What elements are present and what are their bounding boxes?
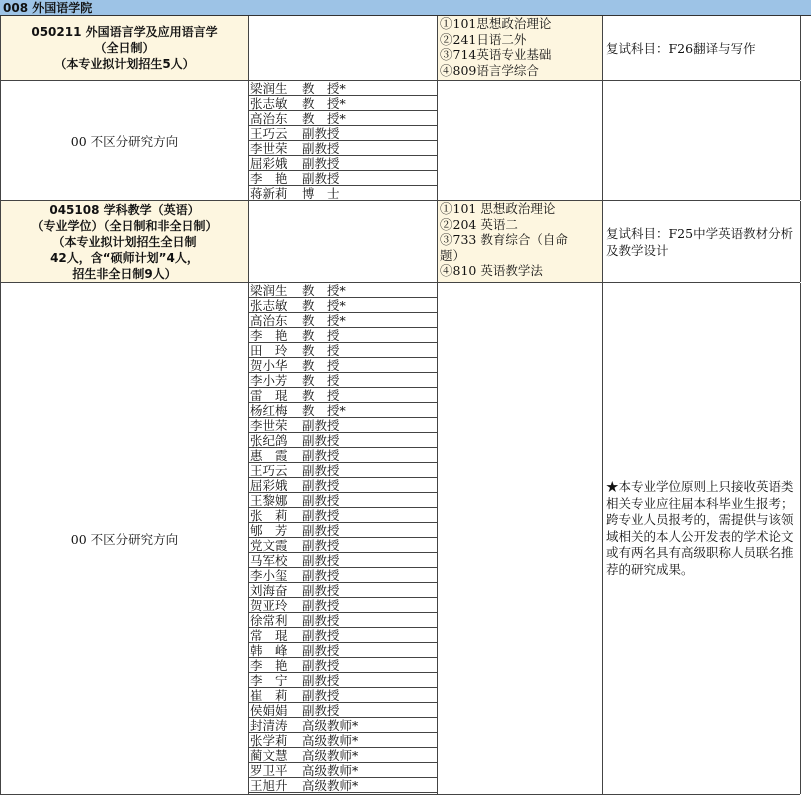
faculty-name: 田 玲 — [250, 343, 288, 358]
faculty-name: 蒋新莉 — [250, 186, 288, 201]
faculty-name: 李小芳 — [250, 373, 288, 388]
faculty-title: 副教授 — [302, 538, 340, 553]
faculty-name: 党文霞 — [250, 538, 288, 553]
retest-subject: 复试科目：F26翻译与写作 — [606, 40, 756, 56]
major-row — [0, 16, 800, 81]
retest-cell — [603, 16, 801, 80]
faculty-name: 张学莉 — [250, 733, 288, 748]
faculty-member — [249, 126, 437, 141]
faculty-name: 雷 琨 — [250, 388, 288, 403]
faculty-name: 李 艳 — [250, 171, 288, 186]
faculty-title: 副教授 — [302, 141, 340, 156]
faculty-title: 副教授 — [302, 478, 340, 493]
faculty-member — [249, 343, 437, 358]
faculty-cell-empty — [249, 201, 438, 282]
faculty-title: 副教授 — [302, 703, 340, 718]
faculty-member — [249, 553, 437, 568]
faculty-member — [249, 283, 437, 298]
exam-item: ④809语言学综合 — [440, 62, 539, 78]
faculty-title: 教 授* — [302, 81, 346, 96]
faculty-member — [249, 583, 437, 598]
faculty-member — [249, 81, 437, 96]
faculty-title: 副教授 — [302, 126, 340, 141]
major-row — [0, 201, 800, 283]
faculty-name: 杨红梅 — [250, 403, 288, 418]
retest-cell — [603, 201, 801, 282]
faculty-name: 李 宁 — [250, 673, 288, 688]
major-cell — [1, 16, 249, 80]
faculty-name: 王巧云 — [250, 126, 288, 141]
faculty-member — [249, 778, 437, 793]
faculty-member — [249, 673, 437, 688]
faculty-member — [249, 748, 437, 763]
faculty-name: 郇 芳 — [250, 523, 288, 538]
faculty-title: 副教授 — [302, 673, 340, 688]
faculty-title: 副教授 — [302, 433, 340, 448]
faculty-member — [249, 523, 437, 538]
faculty-title: 教 授 — [302, 373, 340, 388]
faculty-title: 副教授 — [302, 553, 340, 568]
faculty-title: 副教授 — [302, 448, 340, 463]
faculty-title: 教 授 — [302, 343, 340, 358]
major-cell — [1, 201, 249, 282]
faculty-member — [249, 493, 437, 508]
faculty-name: 屈彩娥 — [250, 156, 288, 171]
faculty-title: 副教授 — [302, 598, 340, 613]
faculty-name: 韩 峰 — [250, 643, 288, 658]
major-line: 045108 学科教学（英语） — [49, 202, 200, 217]
faculty-title: 教 授* — [302, 96, 346, 111]
faculty-title: 副教授 — [302, 463, 340, 478]
direction-row — [0, 283, 800, 795]
faculty-name: 李 艳 — [250, 328, 288, 343]
research-direction: 00 不区分研究方向 — [70, 531, 179, 547]
faculty-name: 高治东 — [250, 111, 288, 126]
faculty-title: 教 授* — [302, 403, 346, 418]
faculty-member — [249, 628, 437, 643]
major-line: （专业学位）（全日制和非全日制） — [31, 218, 218, 233]
faculty-member — [249, 643, 437, 658]
faculty-member — [249, 538, 437, 553]
faculty-title: 副教授 — [302, 688, 340, 703]
exam-item: ③714英语专业基础 — [440, 47, 552, 62]
faculty-name: 王旭升 — [250, 778, 288, 793]
college-header: 008 外国语学院 — [0, 0, 811, 16]
faculty-member — [249, 418, 437, 433]
faculty-member — [249, 403, 437, 418]
faculty-member — [249, 388, 437, 403]
faculty-name: 李世荣 — [250, 141, 288, 156]
faculty-title: 教 授 — [302, 358, 340, 373]
exam-item: ③733 教育综合（自命 — [440, 232, 568, 247]
major-line: 050211 外国语言学及应用语言学 — [31, 25, 218, 39]
faculty-title: 副教授 — [302, 613, 340, 628]
research-direction: 00 不区分研究方向 — [70, 133, 179, 149]
faculty-title: 副教授 — [302, 523, 340, 538]
faculty-title: 副教授 — [302, 156, 340, 171]
faculty-title: 副教授 — [302, 508, 340, 523]
faculty-title: 副教授 — [302, 171, 340, 186]
faculty-title: 教 授 — [302, 388, 340, 403]
faculty-member — [249, 313, 437, 328]
faculty-title: 博 士 — [302, 186, 340, 201]
faculty-name: 徐常利 — [250, 613, 288, 628]
faculty-title: 高级教师* — [302, 718, 359, 733]
direction-row — [0, 81, 800, 201]
admission-note: ★本专业学位原则上只接收英语类相关专业应往届本科毕业生报考；跨专业人员报考的，需提供与该领域相关的本人公开发表的学术论文或有两名具有高级职称人员联名推荐的研究成果。 — [606, 479, 794, 577]
exam-item: 题） — [440, 247, 466, 263]
exam-cell — [438, 201, 603, 282]
faculty-name: 王黎娜 — [250, 493, 288, 508]
faculty-member — [249, 658, 437, 673]
faculty-list — [249, 81, 437, 201]
faculty-member — [249, 298, 437, 313]
faculty-member — [249, 111, 437, 126]
faculty-name: 梁润生 — [250, 81, 288, 96]
faculty-name: 贺小华 — [250, 358, 288, 373]
faculty-member — [249, 448, 437, 463]
faculty-name: 侯娟娟 — [250, 703, 288, 718]
faculty-title: 高级教师* — [302, 778, 359, 793]
faculty-name: 张 莉 — [250, 508, 288, 523]
faculty-title: 副教授 — [302, 628, 340, 643]
faculty-member — [249, 156, 437, 171]
faculty-member — [249, 718, 437, 733]
note-cell — [603, 283, 801, 794]
faculty-name: 蔺文慧 — [250, 748, 288, 763]
faculty-name: 屈彩娥 — [250, 478, 288, 493]
faculty-title: 高级教师* — [302, 748, 359, 763]
faculty-title: 教 授* — [302, 298, 346, 313]
faculty-member — [249, 568, 437, 583]
faculty-member — [249, 688, 437, 703]
faculty-title: 副教授 — [302, 493, 340, 508]
faculty-name: 王巧云 — [250, 463, 288, 478]
faculty-name: 李世荣 — [250, 418, 288, 433]
faculty-title: 高级教师* — [302, 733, 359, 748]
faculty-name: 马军校 — [250, 553, 288, 568]
major-line: 42人，含“硕师计划”4人， — [50, 250, 199, 265]
exam-cell — [438, 16, 603, 80]
faculty-name: 崔 莉 — [250, 688, 288, 703]
exam-item: ②204 英语二 — [440, 216, 518, 232]
faculty-member — [249, 96, 437, 111]
faculty-title: 教 授* — [302, 111, 346, 126]
faculty-member — [249, 186, 437, 201]
exam-item: ④810 英语教学法 — [440, 263, 543, 278]
faculty-title: 教 授* — [302, 313, 346, 328]
faculty-member — [249, 478, 437, 493]
faculty-name: 罗卫平 — [250, 763, 288, 778]
faculty-name: 梁润生 — [250, 283, 288, 298]
exam-item: ①101 思想政治理论 — [440, 201, 556, 216]
faculty-title: 副教授 — [302, 583, 340, 598]
faculty-title: 教 授* — [302, 283, 346, 298]
faculty-title: 副教授 — [302, 418, 340, 433]
faculty-list-cell — [249, 283, 438, 794]
faculty-member — [249, 613, 437, 628]
faculty-title: 副教授 — [302, 658, 340, 673]
faculty-member — [249, 598, 437, 613]
faculty-name: 李 艳 — [250, 658, 288, 673]
exam-item: ①101思想政治理论 — [440, 16, 552, 31]
faculty-title: 教 授 — [302, 328, 340, 343]
faculty-name: 张纪鸽 — [250, 433, 288, 448]
faculty-member — [249, 733, 437, 748]
faculty-title: 高级教师* — [302, 763, 359, 778]
major-line: （本专业拟计划招生5人） — [54, 57, 195, 71]
faculty-name: 张志敏 — [250, 298, 288, 313]
faculty-name: 张志敏 — [250, 96, 288, 111]
major-line: 招生非全日制9人） — [72, 266, 177, 281]
faculty-name: 李小玺 — [250, 568, 288, 583]
faculty-member — [249, 171, 437, 186]
major-line: （全日制） — [94, 41, 155, 55]
faculty-name: 贺亚玲 — [250, 598, 288, 613]
faculty-member — [249, 433, 437, 448]
faculty-name: 惠 霞 — [250, 448, 288, 463]
faculty-member — [249, 328, 437, 343]
faculty-name: 常 琨 — [250, 628, 288, 643]
faculty-member — [249, 703, 437, 718]
exam-item: ②241日语二外 — [440, 31, 527, 47]
faculty-list-cell — [249, 81, 438, 200]
faculty-title: 副教授 — [302, 643, 340, 658]
retest-subject: 复试科目：F25中学英语教材分析及教学设计 — [606, 225, 794, 258]
faculty-member — [249, 373, 437, 388]
faculty-member — [249, 508, 437, 523]
faculty-name: 封清涛 — [250, 718, 288, 733]
faculty-member — [249, 141, 437, 156]
faculty-list — [249, 283, 437, 793]
faculty-name: 刘海奋 — [250, 583, 288, 598]
faculty-name: 高治东 — [250, 313, 288, 328]
faculty-member — [249, 763, 437, 778]
major-line: （本专业拟计划招生全日制 — [52, 234, 197, 249]
faculty-title: 副教授 — [302, 568, 340, 583]
faculty-member — [249, 463, 437, 478]
faculty-cell-empty — [249, 16, 438, 80]
faculty-member — [249, 358, 437, 373]
